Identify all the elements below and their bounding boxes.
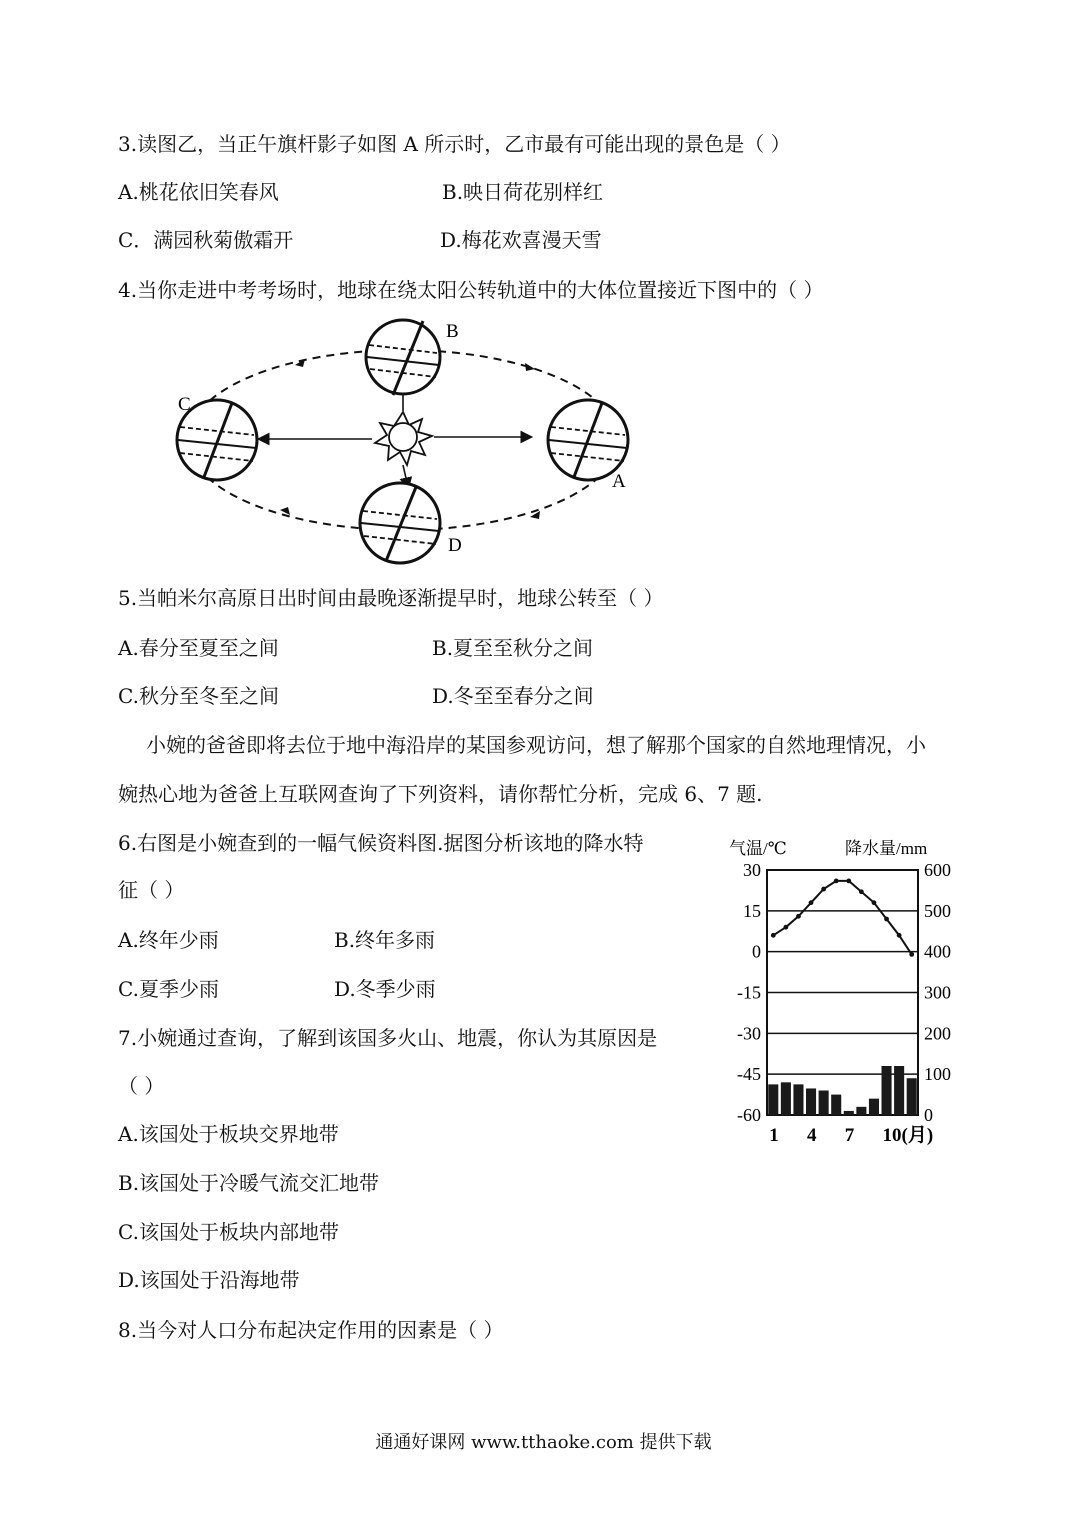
precipitation-bar	[768, 1084, 778, 1115]
q6-option-a: A.终年少雨	[118, 928, 219, 952]
precipitation-bar	[894, 1066, 904, 1115]
right-axis-title: 降水量/mm	[845, 839, 928, 858]
right-tick-label: 100	[924, 1064, 951, 1085]
temperature-point	[796, 914, 801, 919]
label-d: D	[448, 535, 462, 556]
q6-option-b: B.终年多雨	[334, 928, 436, 952]
q5-option-d: D.冬至至春分之间	[432, 684, 594, 708]
orbit-arrow-icon	[525, 363, 535, 371]
precipitation-bar	[844, 1111, 854, 1115]
earth-position-a	[548, 400, 628, 480]
label-a: A	[612, 471, 626, 492]
q5-option-b: B.夏至至秋分之间	[432, 636, 594, 660]
q5-option-c: C.秋分至冬至之间	[118, 684, 279, 708]
left-axis-title: 气温/℃	[729, 839, 787, 858]
x-tick-label: 1	[769, 1125, 779, 1146]
temperature-point	[821, 887, 826, 892]
q3-option-a: A.桃花依旧笑春风	[118, 180, 279, 204]
earth-orbit-diagram	[160, 315, 650, 570]
label-c: C	[178, 394, 191, 415]
q5-stem: 5.当帕米尔高原日出时间由最晚逐渐提早时，地球公转至（ ）	[118, 586, 664, 610]
temperature-point	[897, 933, 902, 938]
left-tick-label: -45	[737, 1064, 761, 1085]
right-tick-label: 200	[924, 1023, 951, 1044]
q7-option-d: D.该国处于沿海地带	[118, 1268, 300, 1292]
left-tick-label: -60	[737, 1105, 761, 1125]
temperature-point	[884, 917, 889, 922]
temperature-line	[773, 881, 911, 955]
climate-chart	[715, 832, 980, 1162]
sun-icon	[375, 412, 432, 465]
orbit-arrow-icon	[280, 507, 290, 515]
left-tick-label: 15	[743, 900, 761, 921]
x-tick-label: 7	[844, 1125, 855, 1146]
x-tick-label: 4	[807, 1125, 817, 1146]
temperature-point	[846, 878, 851, 883]
q8-stem: 8.当今对人口分布起决定作用的因素是（ ）	[118, 1318, 504, 1342]
precipitation-bar	[781, 1082, 791, 1115]
left-tick-label: -15	[737, 982, 761, 1003]
precipitation-bar	[907, 1078, 917, 1115]
q3-option-d: D.梅花欢喜漫天雪	[440, 228, 602, 252]
temperature-point	[909, 952, 914, 957]
left-tick-label: 0	[752, 941, 761, 962]
q6-stem-line-1: 6.右图是小婉查到的一幅气候资料图.据图分析该地的降水特	[118, 831, 644, 855]
q6-option-d: D.冬季少雨	[334, 977, 436, 1001]
right-tick-label: 600	[924, 860, 951, 880]
intro-line-2: 婉热心地为爸爸上互联网查询了下列资料，请你帮忙分析，完成 6、7 题.	[118, 782, 763, 806]
q7-option-a: A.该国处于板块交界地带	[118, 1122, 339, 1146]
footer-source: 通通好课网 www.tthaoke.com 提供下载	[375, 1432, 712, 1453]
label-b: B	[446, 321, 459, 342]
left-tick-label: -30	[737, 1023, 761, 1044]
q4-stem: 4.当你走进中考考场时，地球在绕太阳公转轨道中的大体位置接近下图中的（ ）	[118, 278, 824, 302]
precipitation-bar	[831, 1095, 841, 1115]
earth-position-b	[366, 320, 440, 395]
left-tick-label: 30	[743, 860, 761, 880]
temperature-point	[859, 889, 864, 894]
q6-option-c: C.夏季少雨	[118, 977, 219, 1001]
temperature-point	[872, 900, 877, 905]
q5-option-a: A.春分至夏至之间	[118, 636, 279, 660]
q7-stem-line-2: （ ）	[118, 1074, 165, 1098]
precipitation-bar	[793, 1084, 803, 1115]
right-tick-label: 300	[924, 982, 951, 1003]
q3-option-c: C．满园秋菊傲霜开	[118, 228, 294, 252]
temperature-point	[783, 925, 788, 930]
q6-stem-line-2: 征（ ）	[118, 878, 185, 902]
precipitation-bar	[819, 1091, 829, 1116]
earth-position-d	[360, 483, 440, 563]
q3-stem: 3.读图乙，当正午旗杆影子如图 A 所示时，乙市最有可能出现的景色是（ ）	[118, 132, 791, 156]
q7-option-b: B.该国处于冷暖气流交汇地带	[118, 1171, 380, 1195]
intro-line-1: 小婉的爸爸即将去位于地中海沿岸的某国参观访问，想了解那个国家的自然地理情况，小	[146, 733, 926, 757]
x-tick-label: 10(月)	[882, 1125, 934, 1146]
precipitation-bar	[806, 1088, 816, 1115]
precipitation-bar	[856, 1107, 866, 1115]
right-tick-label: 500	[924, 900, 951, 921]
q7-stem-line-1: 7.小婉通过查询，了解到该国多火山、地震，你认为其原因是	[118, 1026, 658, 1050]
precipitation-bar	[869, 1099, 879, 1115]
q7-option-c: C.该国处于板块内部地带	[118, 1220, 339, 1244]
right-tick-label: 400	[924, 941, 951, 962]
q3-option-b: B.映日荷花别样红	[442, 180, 604, 204]
temperature-point	[809, 900, 814, 905]
temperature-point	[834, 878, 839, 883]
temperature-point	[771, 933, 776, 938]
precipitation-bar	[882, 1066, 892, 1115]
right-tick-label: 0	[924, 1105, 933, 1125]
